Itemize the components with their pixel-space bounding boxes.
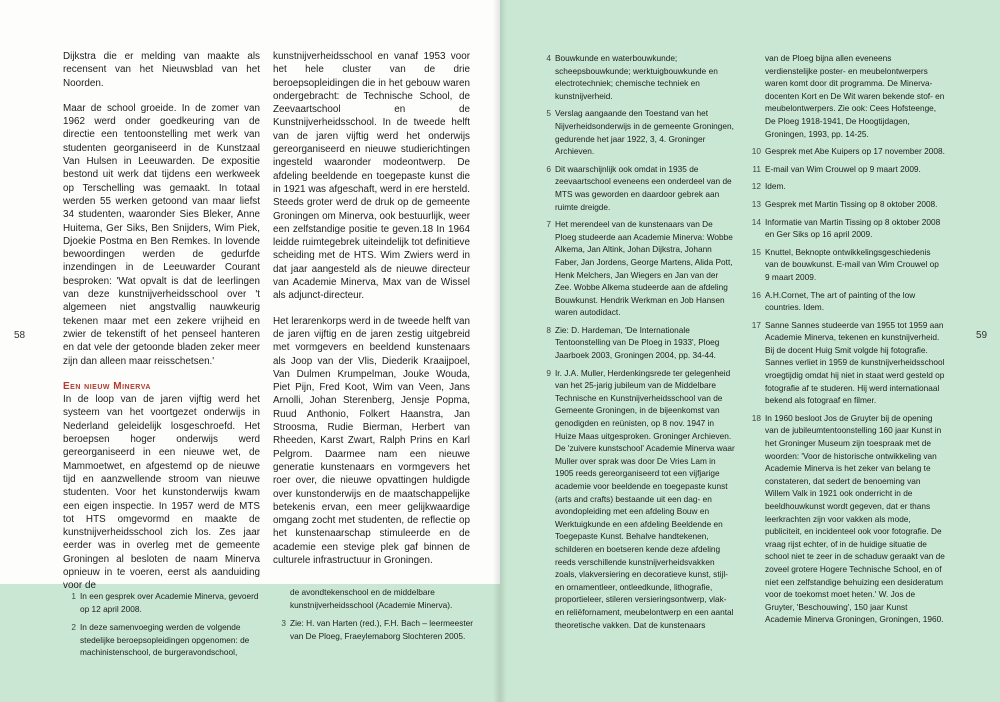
footnote-text: de avondtekenschool en de middelbare kunstnijverheidsschool (Academie Minerva). [290,587,453,610]
footnote-number: 3 [281,618,286,629]
note-text: Gesprek met Martin Tissing op 8 oktober 2008. [765,198,938,209]
note-number: 16 [751,289,761,300]
note-number: 13 [751,198,761,209]
note-number: 17 [751,319,761,330]
footnote-text: In deze samenvoeging werden de volgende stedelijke beroepsopleidingen opgenomen: de machinistenschool, de burgeravondschool, [80,622,250,658]
note-number: 11 [752,163,761,174]
paragraph: Het lerarenkorps werd in de tweede helft van de jaren vijftig en de jaren zestig uitgebreid met vormgevers en beeldend kunstenaars als Joop van der Vlis, Diederik Kraaijpoel, Van Dulmen Krumpelman, Jouke Wouda, Piet Pijn, Fred Koot, Wim van Veen, Jans Arnolli, Johan Sterenberg, Jensje Popma, Ruud Anthonio, Folkert Haanstra, Jan Stroosma, Rudie Bierman, Herbert van Rheeden, Karst Zwart, Ralph Prins en Karl Pelgrom. Daarmee nam een nieuwe generatie kunstenaars en vormgevers het roer over, die nieuwe opvattingen huldigde over kunstonderwijs en de maatschappelijke betekenis ervan, een meer gelijkwaardige omgang zocht met studenten, de reflectie op het kunstenaarschap stimuleerde en de academie een stevige plek gaf binnen de culturele infrastructuur in Groningen. [273,315,470,566]
notes-right-column-2 [745,52,945,631]
note-text: In 1960 besloot Jos de Gruyter bij de opening van de jubileumtentoonstelling 160 jaar Kunst in het Groninger Museum zijn toespraak met de woorden: 'Voor de historische ontwikkeling van Academie Minerva is het zeker van belang te constateren, dat sedert de benoeming van Willem Valk in 1921 ook onderricht in de beeldhouwkunst wordt gegeven, dat er thans leerkrachten zijn voor vakken als mode, publiciteit, en incidenteel ook voor fotografie. De vraag rijst echter, of in de huidige situatie de school niet te zeer in de schaduw geraakt van de zoveel grotere Hogere Technische School, en of niet een zelfstandige behuizing een desideratum voor de toekomst moet heten.' W. Jos de Gruyter, 'Beschouwing', 150 jaar Kunst Academie Minerva Groningen, Groningen, 1960. [765,412,945,625]
note-text: Gesprek met Abe Kuipers op 17 november 2008. [765,146,945,157]
footnote-list [60,590,270,659]
note-text: Het merendeel van de kunstenaars van De Ploeg studeerde aan Academie Minerva: Wobbe Alkema, Jan Altink, Johan Dijkstra, Johann Faber, Jan Jordens, George Martens, Alida Pott, Henk Melchers, Jan Wiegers en Jan van der Zee. Wobbe Alkema studeerde aan de afdeling Bouwkunst. Hendrik Werkman en Job Hansen waren autodidact. [555,219,733,318]
note [535,52,735,102]
paragraph: In de loop van de jaren vijftig werd het systeem van het voortgezet onderwijs in Nederland geleidelijk losgeschroefd. Het beroepsen hoger onderwijs werd gereorganiseerd in een nieuwe wet, de Mammoetwet, en afgestemd op de nieuwe tijd en aanzwellende stroom van nieuwe studenten. Voor het kunstonderwijs kwam een eigen inspectie. In 1957 werd de MTS tot HTS omgevormd en maakte de kunstnijverheidsschool zich los. Zes jaar eerder was in overleg met de gemeente Groningen al besloten de naam Minerva opnieuw in te voeren, eerst als aanduiding voor de [63,394,260,592]
footnote [270,617,475,642]
note [745,216,945,241]
note [745,412,945,626]
footnote [60,621,270,659]
note [535,163,735,213]
footnote-list [270,586,475,642]
note [745,52,945,140]
page-number-left: 58 [14,330,26,341]
note-text: Zie: D. Hardeman, 'De Internationale Tentoonstelling van De Ploeg in 1933', Ploeg Jaarboek 2003, Groningen 2004, pp. 34-44. [555,324,720,361]
note [745,163,945,176]
notes-right-column-1 [535,52,735,636]
note-number: 6 [546,163,551,174]
note [535,218,735,319]
note [535,367,735,631]
footnotes-left-column-1 [60,590,270,665]
note-number: 9 [546,367,551,378]
footnote-text: In een gesprek over Academie Minerva, gevoerd op 12 april 2008. [80,591,259,614]
note-list [745,52,945,626]
footnote-number: 2 [71,622,76,633]
note [745,289,945,314]
paragraph: Maar de school groeide. In de zomer van 1962 werd onder goedkeuring van de directie een tentoonstelling met werk van studenten georganiseerd in de Kunstzaal Van Hulsen in Leeuwarden. De expositie bestond uit werk dat tijdens een werkweek op Terschelling was gemaakt. In totaal werden 55 werken getoond van maar liefst 34 studenten, waaronder Sies Bleker, Anne Huitema, Ger Siks, Ben Snijders, Wim Piek, Djoekie Postma en Ben Remkes. In lovende bewoordingen werden de gedurfde inzendingen in de Leeuwarder Courant besproken: 'Wat opvalt is dat de leerlingen van deze kunstnijverheidsschool over 't algemeen niet angstvallig nauwkeurig tekenen maar met een zekere vrijheid en zwier de tekenstift of het penseel hanteren en dat vele der getoonde bladen zeker meer zijn dan alleen maar reisschetsen.' [63,102,260,367]
note [535,107,735,157]
note-text: Knuttel, Beknopte ontwikkelingsgeschiedenis van de bouwkunst. E-mail van Wim Crouwel op 9 maart 2009. [765,246,939,282]
left-text-column-1 [63,50,260,605]
note-text: A.H.Cornet, The art of painting of the low countries. Idem. [765,289,916,313]
note [745,180,945,193]
note-text: Sanne Sannes studeerde van 1955 tot 1959 aan Academie Minerva, tekenen en kunstnijverheid. Bij de docent Huig Smit volgde hij fotografie. Sannes verliet in 1959 de kunstnijverheidsschool vroegtijdig omdat hij niet in staat werd gesteld op fotografie af te studeren. Hij werd internationaal bekend als fotograaf en filmer. [765,319,945,406]
note-text: Bouwkunde en waterbouwkunde; scheepsbouwkunde; werktuigbouwkunde en electrotechniek; chemische techniek en kunstnijverheid. [555,53,718,101]
note-number: 10 [751,146,761,157]
right-page [500,0,1000,702]
note-text: Idem. [765,181,786,192]
note [535,324,735,362]
note-text: E-mail van Wim Crouwel op 9 maart 2009. [765,163,921,174]
paragraph: Dijkstra die er melding van maakte als recensent van het Nieuwsblad van het Noorden. [63,51,260,89]
note-text: Dit waarschijnlijk ook omdat in 1935 de zeevaartschool eveneens een onderdeel van de MTS was geworden en daardoor gebrek aan ruimte dreigde. [555,163,732,212]
note-text: Ir. J.A. Muller, Herdenkingsrede ter gelegenheid van het 25-jarig jubileum van de Middelbare Technische en Kunstnijverheidsschool van de Gemeente Groningen, in de bijeenkomst van genodigden en reünisten, op 8 nov. 1947 in Huize Maas uitgesproken. Groninger Archieven. De 'zuivere kunstschool' Academie Minerva waar Muller over sprak was door De Vries Lam in 1905 reeds gereorganiseerd tot een vijfjarige academie voor beeldende en toegepaste kunst (arts and crafts) bestaande uit een dag- en avondopleiding met een afdeling Bouw en Werktuigkunde en een afdeling Beeldende en Toegepaste Kunst. Behalve handtekenen, schilderen en boetseren kende deze afdeling reeds verschillende kunstnijverheidsvakken zoals, vlakversiering en decoratieve kunst, stijl- en ornamentleer, ontleedkunde, lithografie, proportieleer, stileren versieringsontwerp, vlak- en reliëfornament, meubelontwerp en een aantal theoretische vakken. Dat de kunstenaars [555,367,735,630]
note [745,319,945,407]
footnote [270,586,475,611]
book-gutter [493,0,507,702]
note-list [535,52,735,631]
footnotes-left-column-2 [270,586,475,648]
left-text-column-2 [273,50,470,579]
note-number: 15 [751,246,761,257]
page-number-right: 59 [976,330,988,341]
footnote-text: Zie: H. van Harten (red.), F.H. Bach – leermeester van De Ploeg, Fraeylemaborg Slochteren 2005. [290,618,474,641]
note-number: 4 [546,53,551,63]
note-number: 7 [546,219,551,230]
note-number: 12 [751,181,761,192]
note-number: 8 [546,324,551,335]
note-text: van de Ploeg bijna allen eveneens verdienstelijke poster- en meubelontwerpers waren komt door dit programma. De Minerva-docenten Kort en De Wit waren bekende stof- en meubelontwerpers. Zie ook: Cees Hofsteenge, De Ploeg 1918-1941, De Hoogtijdagen, Groningen, 1993, pp. 14-25. [765,53,945,139]
note [745,246,945,284]
note [745,145,945,158]
paragraph: kunstnijverheidsschool en vanaf 1953 voor het hele cluster van de drie beroepsopleidingen die in het gebouw waren ondergebracht: de Technische School, de Zeevaartschool en de Kunstnijverheidsschool. In de tweede helft van de jaren vijftig werd het onderwijs gereorganiseerd en nieuwe studierichtingen ingesteld waaronder modeontwerp. De afdeling beeldende en toegepaste kunst die in 1921 was afgeschaft, werd in ere hersteld. Steeds groter werd de druk op de gemeente Groningen om Minerva, ook bestuurlijk, weer een zelfstandige positie te geven.18 In 1964 leidde ruimtegebrek uiteindelijk tot definitieve scheiding met de HTS. Wim Zwiers werd in dat jaar aangesteld als de nieuwe directeur van Academie Minerva, Max van de Wissel als adjunct-directeur. [273,51,470,302]
note-number: 18 [751,412,761,423]
note-text: Informatie van Martin Tissing op 8 oktober 2008 en Ger Siks op 16 april 2009. [765,216,941,240]
footnote-number: 1 [71,591,76,601]
note-number: 5 [546,108,551,119]
note-number: 14 [751,216,761,227]
note-text: Verslag aangaande den Toestand van het Nijverheidsonderwijs in de gemeente Groningen, gedurende het jaar 1922, 3, 4. Groninger Archieven. [555,108,734,157]
section-heading: Een nieuw Minerva [63,380,151,392]
note [745,198,945,211]
footnote [60,590,270,615]
